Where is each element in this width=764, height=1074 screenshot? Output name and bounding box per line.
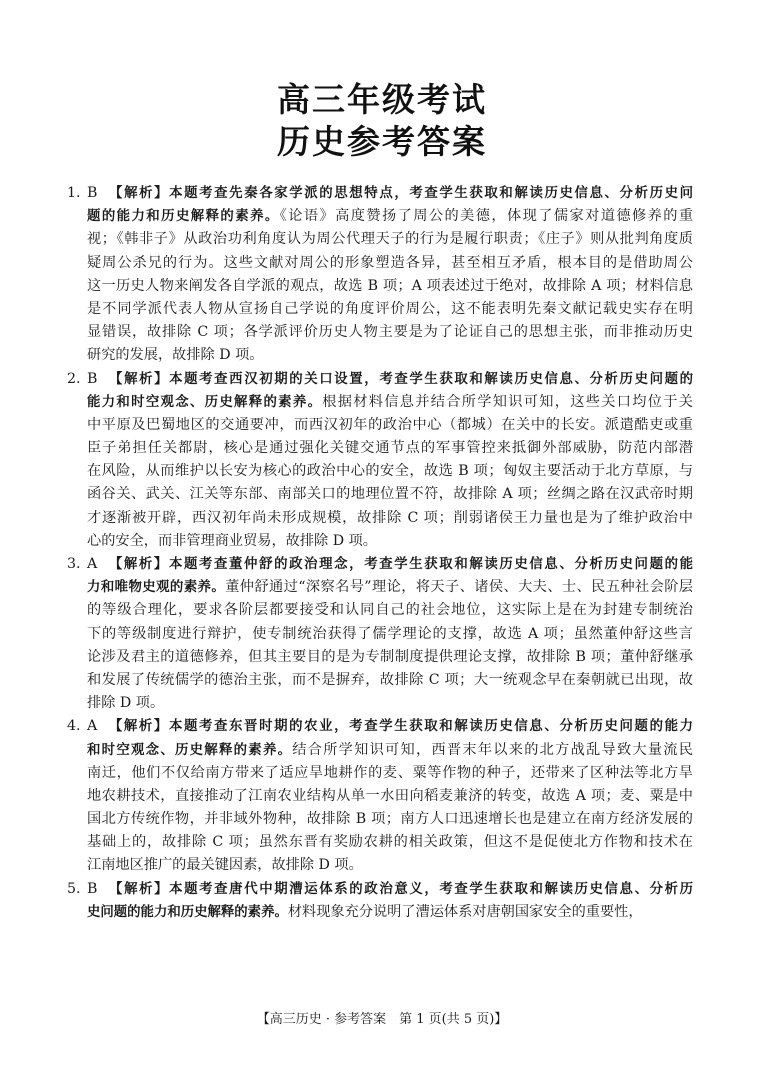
answer-list	[67, 182, 694, 924]
explanation-heading: 【解析】本题考查东晋时期的农业，考查学生获取和解读历史信息、分析历史问题的能力	[107, 719, 693, 735]
explanation-text: 排除 D 项。	[87, 695, 165, 712]
explanation-text: 根据材料信息并结合所学知识可知，这些关口均位于关	[322, 393, 693, 410]
explanation-heading: 力和唯物史观的素养。	[87, 580, 226, 596]
explanation-line	[87, 831, 693, 854]
explanation-text: 的等级合理化，要求各阶层都要接受和认同自己的社会地位，这实际上是在为封建专制统治	[87, 602, 693, 619]
explanation-text: 是不同学派代表人物从宣扬自己学说的角度评价周公，这不能表明先秦文献记载史实存在明	[87, 300, 693, 317]
explanation-text: 研究的发展，故排除 D 项。	[87, 347, 264, 364]
explanation-line	[87, 368, 693, 391]
explanation-text: 国北方传统作物，并非域外物种，故排除 B 项；南方人口迅速增长也是建立在南方经济发展的	[87, 811, 693, 828]
question-number: 2.	[67, 370, 81, 387]
explanation-text: 才逐渐被开辟，西汉初年尚未形成规模，故排除 C 项；削弱诸侯王力量也是为了维护政治中	[87, 509, 693, 526]
explanation-heading: 【解析】本题考查唐代中期漕运体系的政治意义，考查学生获取和解读历史信息、分析历	[107, 881, 693, 897]
explanation-line	[87, 321, 693, 344]
explanation-heading: 【解析】本题考查西汉初期的关口设置，考查学生获取和解读历史信息、分析历史问题的	[107, 371, 693, 387]
explanation-text: 在风险，从而维护以长安为核心的政治中心的安全，故选 B 项；匈奴主要活动于北方草原，与	[87, 463, 693, 480]
explanation-line	[87, 391, 693, 414]
explanation-line	[87, 553, 693, 576]
explanation-heading: 和时空观念、历史解释的素养。	[87, 742, 293, 758]
page-footer: 【高三历史 · 参考答案 第 1 页(共 5 页)】	[256, 1012, 508, 1027]
question-number: 3.	[67, 556, 81, 572]
explanation-text: 南迁，他们不仅给南方带来了适应旱地耕作的麦、粟等作物的种子，还带来了区种法等北方旱	[87, 764, 693, 781]
question-number: 1.	[67, 185, 81, 201]
explanation-line	[87, 507, 693, 530]
explanation-line	[87, 901, 693, 924]
explanation-line	[87, 344, 693, 367]
explanation-text: 材料现象充分说明了漕运体系对唐朝国家安全的重要性，	[287, 903, 643, 920]
explanation-heading: 【解析】本题考查先秦各家学派的思想特点，考查学生获取和解读历史信息、分析历史问	[107, 186, 693, 201]
explanation-line	[87, 762, 693, 785]
explanation-line	[87, 623, 693, 646]
explanation-line	[87, 460, 693, 483]
answer-letter: B	[87, 185, 98, 201]
explanation-line	[87, 599, 693, 622]
explanation-line	[87, 437, 693, 460]
answer-letter: B	[87, 370, 98, 387]
answer-item	[67, 368, 693, 554]
page-title: 高三年级考试	[277, 80, 487, 119]
answer-item	[67, 553, 693, 715]
explanation-line	[87, 252, 693, 275]
explanation-line	[87, 669, 693, 692]
explanation-text: 函谷关、武关、江关等东部、南部关口的地理位置不符，故排除 A 项；丝绸之路在汉武帝时期	[87, 486, 693, 503]
explanation-line	[87, 692, 693, 715]
explanation-heading: 能力和时空观念、历史解释的素养。	[87, 394, 323, 410]
explanation-text: 心的安全，而非管理商业贸易，故排除 D 项。	[87, 532, 377, 549]
explanation-text: 下的等级制度进行辩护，使专制统治获得了儒学理论的支撑，故选 A 项；虽然董仲舒这些言	[87, 625, 693, 642]
explanation-line	[87, 576, 693, 599]
explanation-line	[87, 808, 693, 831]
answer-letter: A	[87, 556, 98, 572]
question-number: 5.	[67, 880, 81, 897]
explanation-line	[87, 739, 693, 762]
explanation-text: 显错误，故排除 C 项；各学派评价历史人物主要是为了论证自己的思想主张，而非推动历史	[87, 324, 693, 341]
explanation-heading: 【解析】本题考查董仲舒的政治理念，考查学生获取和解读历史信息、分析历史问题的能	[107, 557, 693, 572]
explanation-line	[87, 646, 693, 669]
explanation-line	[87, 715, 693, 738]
answer-item	[67, 715, 693, 877]
explanation-text: 董仲舒通过“深察名号”理论，将天子、诸侯、大夫、士、民五种社会阶层	[225, 579, 693, 596]
explanation-line	[87, 785, 693, 808]
explanation-text: 基础上的，故排除 C 项；虽然东晋有奖励农耕的相关政策，但这不是促使北方作物和技术在	[87, 834, 693, 851]
explanation-text: 地农耕技术，直接推动了江南农业结构从单一水田向稻麦兼济的转变，故选 A 项；麦、粟是中	[87, 787, 693, 804]
explanation-text: 结合所学知识可知，西晋末年以来的北方战乱导致大量流民	[292, 741, 693, 758]
explanation-line	[87, 878, 693, 901]
explanation-line	[87, 298, 693, 321]
explanation-line	[87, 275, 693, 298]
explanation-text: 《论语》高度赞扬了周公的美德，体现了儒家对道德修养的重	[279, 208, 694, 225]
explanation-line	[87, 483, 693, 506]
explanation-text: 江南地区推广的最关键因素，故排除 D 项。	[87, 857, 363, 874]
explanation-line	[87, 205, 693, 228]
answer-item	[67, 878, 693, 924]
answer-letter: A	[87, 718, 98, 735]
explanation-text: 中平原及巴蜀地区的交通要冲，而西汉初年的政治中心（都城）在关中的长安。派遣酷吏或重	[87, 416, 693, 433]
explanation-line	[87, 854, 693, 877]
explanation-text: 臣子弟担任关都尉，核心是通过强化关键交通节点的军事管控来抵御外部威胁，防范内部潜	[87, 440, 693, 457]
explanation-text: 视；《韩非子》从政治功利角度认为周公代理天子的行为是履行职责；《庄子》则从批判角度质	[87, 231, 693, 248]
page-subtitle: 历史参考答案	[277, 122, 487, 161]
explanation-text: 疑周公杀兄的行为。这些文献对周公的形象塑造各异，甚至相互矛盾，根本目的是借助周公	[87, 254, 693, 271]
explanation-line	[87, 530, 693, 553]
explanation-line	[87, 414, 693, 437]
explanation-text: 论涉及君主的道德修养，但其主要目的是为专制制度提供理论支撑，故排除 B 项；董仲舒继承	[87, 648, 693, 665]
explanation-heading: 题的能力和历史解释的素养。	[87, 209, 280, 225]
explanation-text: 这一历史人物来阐发各自学派的观点，故选 B 项；A 项表述过于绝对，故排除 A 项；材料信息	[87, 277, 693, 294]
answer-item	[67, 182, 694, 368]
question-number: 4.	[67, 718, 81, 735]
explanation-line	[87, 182, 693, 205]
explanation-text: 和发展了传统儒学的德治主张，而不是摒弃，故排除 C 项；大一统观念早在秦朝就已出现，故	[87, 671, 693, 688]
explanation-heading: 史问题的能力和历史解释的素养。	[87, 904, 288, 920]
answer-letter: B	[87, 880, 98, 897]
explanation-line	[87, 228, 693, 251]
